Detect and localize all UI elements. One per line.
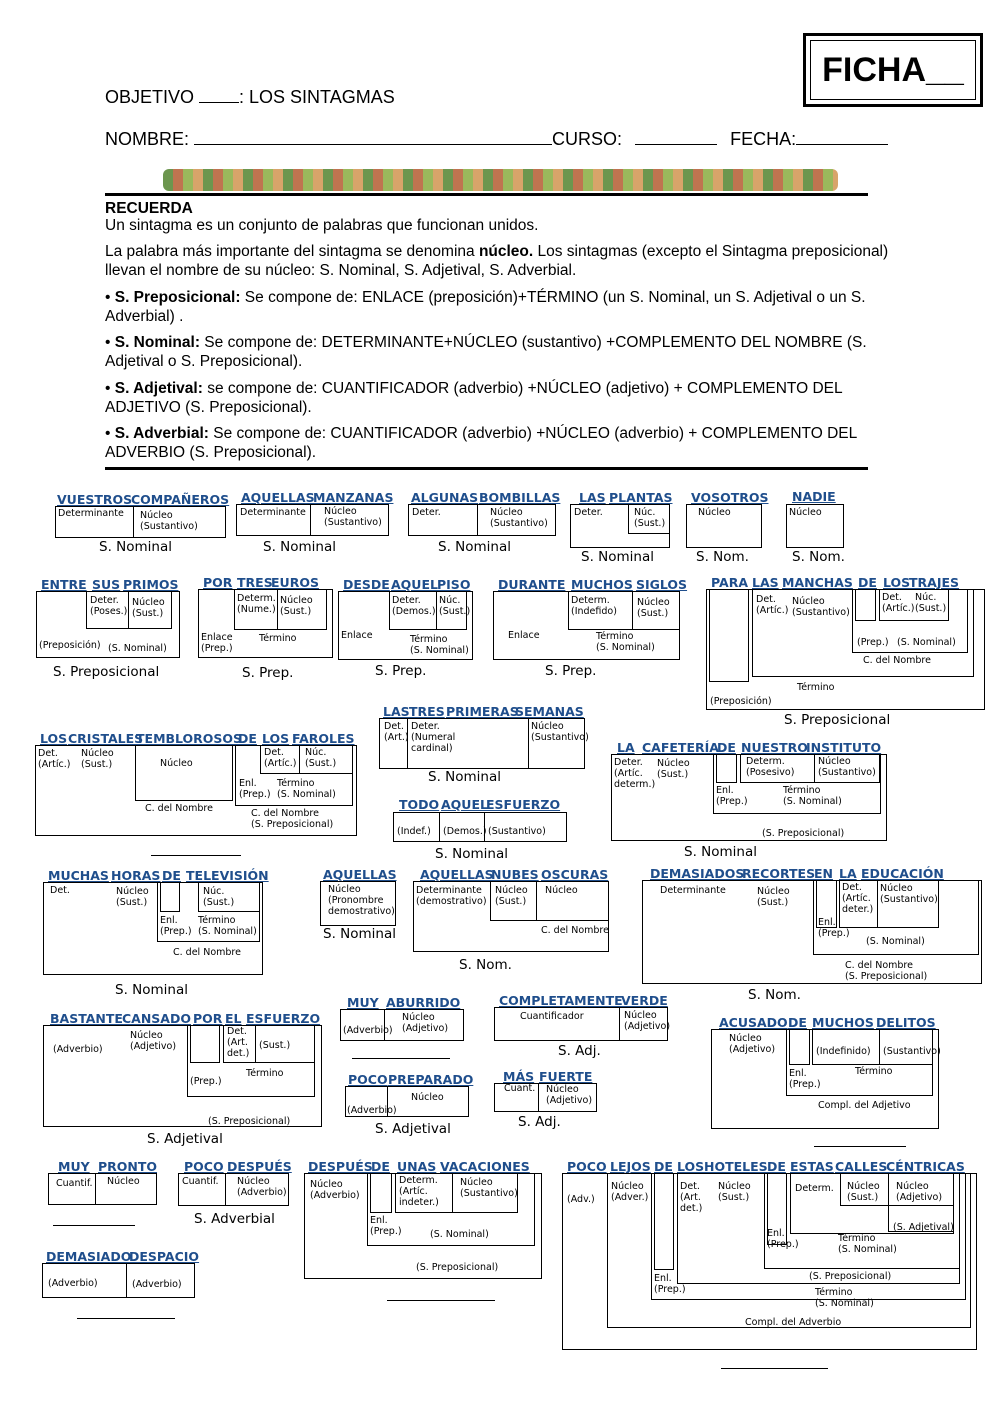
function-label: Enlace (Prep.) (201, 632, 233, 654)
function-label: Enl. (Prep.) (160, 915, 192, 937)
phrase-type-label: S. Nominal (435, 846, 508, 862)
objetivo-suffix: : LOS SINTAGMAS (239, 87, 395, 107)
paragraph-segment: La palabra más importante del sintagma se denomina (105, 243, 479, 260)
function-label: Núcleo (Sustantivo) (140, 510, 198, 532)
function-label: Enl. (Prep.) (818, 917, 850, 939)
phrase-type-label: S. Prep. (545, 663, 597, 679)
analysis-box[interactable] (135, 745, 233, 801)
function-label: Enl. (Prep.) (370, 1215, 402, 1237)
analysis-box[interactable] (370, 1173, 392, 1213)
paragraph-segment: S. Nominal: (114, 334, 200, 351)
phrase-word: DESPUÉS (227, 1159, 292, 1174)
phrase-type-label: S. Adj. (518, 1114, 561, 1130)
function-label: Núcleo (Sustantivo) (460, 1177, 518, 1199)
phrase-word: TRAJES (909, 575, 960, 590)
function-label: Núcleo (Sust.) (495, 885, 528, 907)
phrase-word: AQUELLAS (420, 867, 494, 882)
function-label: Determinante (58, 508, 124, 519)
function-label: C. del Nombre (173, 947, 241, 958)
function-label: Determinante (demostrativo) (416, 885, 487, 907)
top-divider (105, 193, 868, 196)
function-label: Término (S. Nominal) (596, 631, 655, 653)
phrase-word: DE (162, 868, 181, 883)
function-label: Término (S. Nominal) (838, 1233, 897, 1255)
phrase-type-label: S. Nominal (581, 549, 654, 565)
paragraph-segment: S. Adverbial: (114, 425, 209, 442)
phrase-word: DE (371, 1159, 390, 1174)
nombre-field[interactable] (194, 128, 552, 145)
phrase-word: DE (654, 1159, 673, 1174)
answer-blank[interactable] (53, 1225, 135, 1226)
function-label: Núcleo (107, 1176, 140, 1187)
function-label: Cuantif. (56, 1178, 93, 1189)
phrase-type-label: S. Preposicional (784, 712, 891, 728)
phrase-word: DESPUÉS (308, 1159, 373, 1174)
function-label: (S. Nominal) (430, 1229, 489, 1240)
phrase-word: POR (203, 575, 233, 590)
function-label: Det. (50, 885, 70, 896)
function-label: Núcleo (Sust.) (847, 1181, 880, 1203)
function-label: C. del Nombre (S. Preposicional) (251, 808, 334, 830)
paragraph-segment: Se compone de: DETERMINANTE+NÚCLEO (sustantivo) +COMPLEMENTO DEL NOMBRE (S. Adjetival o S. Preposicional). (105, 334, 867, 370)
phrase-word: DESDE (343, 577, 390, 592)
function-label: Determ. (Nume.) (237, 593, 276, 615)
function-label: Núcleo (Sust.) (718, 1181, 751, 1203)
phrase-word: NADIE (792, 489, 836, 504)
function-label: Enl. (Prep.) (789, 1068, 821, 1090)
function-label: Núcleo (Adjetivo) (624, 1010, 671, 1032)
function-label: Determ. (Indefido) (571, 595, 617, 617)
function-label: Núcleo (Sustantivo) (818, 756, 876, 778)
phrase-word: ENTRE (41, 577, 87, 592)
phrase-word: LEJOS (610, 1159, 651, 1174)
phrase-word: LAS (579, 490, 606, 505)
phrase-word: INSTITUTO (806, 740, 882, 755)
nombre-label: NOMBRE: (105, 129, 190, 149)
phrase-type-label: S. Nom. (792, 549, 845, 565)
phrase-word: DESPACIO (129, 1249, 200, 1264)
phrase-type-label: S. Nom. (696, 549, 749, 565)
analysis-box[interactable] (160, 882, 180, 912)
function-label: (Adverbio) (343, 1025, 393, 1036)
function-label: Término (S. Nominal) (783, 785, 842, 807)
phrase-word: POR (193, 1011, 223, 1026)
phrase-word: CRISTALES (68, 731, 144, 746)
function-label: Núcleo (789, 507, 822, 518)
function-label: (Sustantivo) (883, 1046, 941, 1057)
function-label: Término (246, 1068, 284, 1079)
function-label: C. del Nombre (863, 655, 931, 666)
function-label: Det. (Art. det.) (227, 1026, 250, 1059)
phrase-word: POCO (348, 1072, 388, 1087)
phrase-word: TRES (409, 704, 445, 719)
function-label: Núcleo (Sust.) (81, 748, 114, 770)
phrase-word: MUY (347, 995, 379, 1010)
phrase-word: DE (767, 1159, 786, 1174)
phrase-word: TELEVISIÓN (186, 868, 269, 883)
phrase-word: BASTANTE (50, 1011, 123, 1026)
phrase-word: VACACIONES (440, 1159, 530, 1174)
function-label: (Adverbio) (48, 1278, 98, 1289)
phrase-word: POCO (184, 1159, 224, 1174)
phrase-word: DEMASIADOS (650, 866, 745, 881)
phrase-word: SUS (92, 577, 121, 592)
function-label: Cuantificador (520, 1011, 584, 1022)
phrase-word: AQUEL (391, 577, 438, 592)
function-label: Núcleo (Sust.) (657, 758, 690, 780)
phrase-word: POCO (567, 1159, 607, 1174)
phrase-word: NUESTRO (741, 740, 808, 755)
phrase-word: PRIMERAS (446, 704, 519, 719)
phrase-word: CAFETERÍA (642, 740, 719, 755)
function-label: Deter. (Demos.) (392, 595, 436, 617)
phrase-word: AQUEL (441, 797, 488, 812)
function-label: Determ. (795, 1183, 834, 1194)
analysis-box[interactable] (190, 1025, 220, 1063)
phrase-word: LA (839, 866, 857, 881)
objetivo-label: OBJETIVO (105, 87, 195, 107)
analysis-box[interactable] (855, 589, 876, 621)
curso-label: CURSO: (552, 129, 623, 149)
phrase-word: DE (717, 740, 736, 755)
phrase-type-label: S. Adjetival (375, 1121, 451, 1137)
phrase-word: TODO (399, 797, 440, 812)
function-label: Determ. (Posesivo) (746, 756, 795, 778)
recuerda-p2 (105, 242, 895, 280)
function-label: Núc. (Sust.) (634, 507, 666, 529)
function-label: (Adv.) (567, 1194, 595, 1205)
function-label: (S. Preposicional) (809, 1271, 892, 1282)
function-label: Término (S. Nominal) (277, 778, 336, 800)
recuerda-item-prep (105, 288, 895, 326)
function-label: Enl. (Prep.) (239, 778, 271, 800)
function-label: Núcleo (Sust.) (116, 886, 149, 908)
answer-blank[interactable] (387, 1300, 495, 1301)
function-label: Núcleo (Sust.) (280, 595, 313, 617)
recuerda-p1: Un sintagma es un conjunto de palabras que funcionan unidos. (105, 217, 539, 234)
phrase-type-label: S. Nominal (684, 844, 757, 860)
phrase-type-label: S. Nominal (323, 926, 396, 942)
paragraph-segment: • (105, 289, 115, 306)
function-label: (Adverbio) (132, 1279, 182, 1290)
function-label: Núcleo (698, 507, 731, 518)
function-label: Enl. (Prep.) (767, 1228, 799, 1250)
phrase-type-label: S. Nominal (428, 769, 501, 785)
phrase-type-label: S. Adj. (558, 1043, 601, 1059)
function-label: Det. (Art.) (384, 721, 409, 743)
phrase-word: LOS (883, 575, 911, 590)
phrase-word: MUY (58, 1159, 90, 1174)
function-label: Núcleo (160, 758, 193, 769)
phrase-word: ACUSADO (719, 1015, 788, 1030)
function-label: (Sust.) (259, 1040, 291, 1051)
function-label: Término (S. Nominal) (815, 1287, 874, 1309)
phrase-word: COMPAÑEROS (131, 492, 230, 507)
phrase-word: AQUELLAS (323, 867, 397, 882)
phrase-word: TRES (237, 575, 273, 590)
function-label: C. del Nombre (S. Preposicional) (845, 960, 928, 982)
function-label: Núcleo (Pronombre demostrativo) (328, 884, 395, 917)
phrase-word: LAS (383, 704, 410, 719)
paragraph-segment: Se compone de: ENLACE (preposición)+TÉRMINO (un S. Nominal, un S. Adjetival o un S. Adverbial) . (105, 289, 866, 325)
function-label: C. del Nombre (541, 925, 609, 936)
function-label: (S. Adjetival) (893, 1222, 954, 1233)
function-label: Núcleo (Adverbio) (237, 1176, 287, 1198)
phrase-word: MUCHOS (571, 577, 633, 592)
paragraph-segment: núcleo. (478, 243, 534, 260)
function-label: (S. Nominal) (108, 643, 167, 654)
phrase-word: AQUELLAS (241, 490, 315, 505)
phrase-word: EDUCACIÓN (861, 866, 944, 881)
function-label: Núcleo (Adverbio) (310, 1179, 360, 1201)
function-label: Determ. (Artíc. indeter.) (399, 1175, 439, 1208)
phrase-word: ESFUERZO (486, 797, 561, 812)
function-label: Deter. (Numeral cardinal) (411, 721, 456, 754)
function-label: Núcleo (Sustantivo) (324, 506, 382, 528)
phrase-type-label: S. Preposicional (53, 664, 160, 680)
phrase-word: ESFUERZO (246, 1011, 321, 1026)
phrase-word: DE (788, 1015, 807, 1030)
recuerda-title: RECUERDA (105, 200, 193, 217)
phrase-word: VOSOTROS (691, 490, 769, 505)
function-label: Núcleo (Sust.) (637, 597, 670, 619)
function-label: Núcleo (Sustantivo) (880, 883, 938, 905)
phrase-type-label: S. Adjetival (147, 1131, 223, 1147)
function-label: Núcleo (Adver.) (611, 1181, 649, 1203)
function-label: Término (259, 633, 297, 644)
function-label: Compl. del Adverbio (745, 1317, 842, 1328)
function-label: Det. (Artíc.) (882, 592, 915, 614)
phrase-word: VERDE (621, 993, 668, 1008)
phrase-type-label: S. Nominal (263, 539, 336, 555)
function-label: Núcleo (411, 1092, 444, 1103)
phrase-word: HORAS (111, 868, 161, 883)
phrase-word: LOS (262, 731, 290, 746)
phrase-word: DELITOS (876, 1015, 936, 1030)
objetivo-blank[interactable] (199, 86, 239, 103)
phrase-type-label: S. Prep. (242, 665, 294, 681)
function-label: Núcleo (Adjetivo) (546, 1084, 593, 1106)
phrase-word: FUERTE (539, 1069, 593, 1084)
phrase-word: CALLES (835, 1159, 888, 1174)
function-label: (Adverbio) (53, 1044, 103, 1055)
phrase-word: LA (617, 740, 635, 755)
function-label: Término (S. Nominal) (410, 634, 469, 656)
answer-blank[interactable] (77, 1318, 175, 1319)
function-label: (Prep.) (857, 637, 889, 648)
phrase-word: VUESTROS (57, 492, 133, 507)
analysis-box[interactable] (654, 1173, 674, 1270)
student-info-line (105, 128, 888, 150)
function-label: Det. (Art. det.) (680, 1181, 703, 1214)
bottom-divider (105, 467, 868, 470)
function-label: Cuant. (504, 1083, 536, 1094)
function-label: Enlace (341, 630, 373, 641)
paragraph-segment: Se compone de: CUANTIFICADOR (adverbio) +NÚCLEO (adverbio) + COMPLEMENTO DEL ADVERBIO (S. Preposicional). (105, 425, 857, 461)
phrase-word: DEMASIADO (46, 1249, 132, 1264)
phrase-word: HOTELES (704, 1159, 768, 1174)
answer-blank[interactable] (721, 1368, 828, 1369)
phrase-word: PREPARADO (388, 1072, 474, 1087)
function-label: Núcleo (Adjetivo) (729, 1033, 776, 1055)
phrase-word: SEMANAS (515, 704, 584, 719)
paragraph-segment: se compone de: CUANTIFICADOR (adverbio) +NÚCLEO (adjetivo) + COMPLEMENTO DEL ADJETIVO (S. Preposicional). (105, 380, 843, 416)
phrase-word: PRONTO (98, 1159, 158, 1174)
phrase-word: CANSADO (122, 1011, 191, 1026)
phrase-word: PISO (437, 577, 471, 592)
phrase-word: PLANTAS (609, 490, 673, 505)
paragraph-segment: • (105, 334, 115, 351)
paragraph-segment: S. Adjetival: (114, 380, 203, 397)
phrase-type-label: S. Adverbial (194, 1211, 275, 1227)
phrase-word: LOS (677, 1159, 705, 1174)
function-label: (Adverbio) (347, 1105, 397, 1116)
function-label: Núc. (Sust.) (203, 886, 235, 908)
phrase-word: PARA (711, 575, 748, 590)
phrase-word: EL (225, 1011, 242, 1026)
ficha-title: FICHA__ (810, 40, 976, 100)
paragraph-segment: S. Preposicional: (114, 289, 241, 306)
function-label: Det. (Artíc.) (38, 748, 71, 770)
phrase-word: EN (814, 866, 834, 881)
answer-blank[interactable] (814, 1146, 906, 1147)
function-label: (S. Nominal) (897, 637, 956, 648)
function-label: Núc. (Sust.) (439, 595, 471, 617)
function-label: Término (797, 682, 835, 693)
function-label: Enl. (Prep.) (716, 785, 748, 807)
function-label: (Prep.) (190, 1076, 222, 1087)
function-label: Núcleo (Sust.) (132, 597, 165, 619)
function-label: Núcleo (Adjetivo) (130, 1030, 177, 1052)
function-label: Deter. (574, 507, 603, 518)
function-label: Det. (Artíc.) (264, 747, 297, 769)
analysis-box[interactable] (709, 589, 749, 682)
ficha-box (803, 33, 983, 107)
phrase-word: MANCHAS (782, 575, 853, 590)
phrase-word: ABURRIDO (386, 995, 461, 1010)
analysis-box[interactable] (716, 754, 737, 783)
function-label: Cuantif. (182, 1176, 219, 1187)
answer-blank[interactable] (352, 1058, 450, 1059)
phrase-word: FAROLES (292, 731, 355, 746)
phrase-word: EUROS (271, 575, 319, 590)
curso-field[interactable] (635, 128, 717, 145)
phrase-type-label: S. Nominal (99, 539, 172, 555)
phrase-word: ALGUNAS (411, 490, 479, 505)
function-label: Término (S. Nominal) (198, 915, 257, 937)
phrase-word: LAS (752, 575, 779, 590)
function-label: (Indefinido) (816, 1046, 871, 1057)
phrase-word: COMPLETAMENTE (499, 993, 623, 1008)
paragraph-segment: Los sintagmas (excepto el Sintagma preposicional) llevan el nombre de su núcleo: S. Nominal, S. Adjetival, S. Adverbial. (105, 243, 889, 279)
phrase-type-label: S. Prep. (375, 663, 427, 679)
function-label: (Preposición) (39, 640, 101, 651)
recuerda-item-nominal (105, 333, 895, 371)
function-label: C. del Nombre (145, 803, 213, 814)
function-label: Deter. (Poses.) (90, 595, 128, 617)
function-label: Núcleo (Adjetivo) (896, 1181, 943, 1203)
function-label: (Demos.) (443, 826, 487, 837)
function-label: Enl. (Prep.) (654, 1273, 686, 1295)
phrase-type-label: S. Nom. (748, 987, 801, 1003)
function-label: (S. Preposicional) (762, 828, 845, 839)
phrase-word: MUCHOS (812, 1015, 874, 1030)
function-label: Deter. (Artíc. determ.) (614, 757, 656, 790)
phrase-word: SIGLOS (636, 577, 688, 592)
function-label: Núc. (Sust.) (305, 747, 337, 769)
decorative-leaf-border (163, 169, 838, 191)
recuerda-item-adjetival (105, 379, 895, 417)
phrase-word: RECORTES (742, 866, 816, 881)
function-label: Det. (Artíc. deter.) (842, 882, 874, 915)
phrase-word: MUCHAS (48, 868, 109, 883)
function-label: Núcleo (545, 885, 578, 896)
function-label: Determinante (240, 507, 306, 518)
phrase-word: CÉNTRICAS (886, 1159, 965, 1174)
function-label: (S. Preposicional) (416, 1262, 499, 1273)
function-label: Núc. (Sust.) (915, 592, 947, 614)
analysis-box[interactable] (789, 1029, 810, 1065)
phrase-type-label: S. Nominal (115, 982, 188, 998)
function-label: Determinante (660, 885, 726, 896)
function-label: Núcleo (Sust.) (757, 886, 790, 908)
phrase-word: PRIMOS (123, 577, 179, 592)
function-label: (Indef.) (397, 826, 431, 837)
phrase-word: MÁS (503, 1069, 535, 1084)
fecha-field[interactable] (796, 128, 888, 145)
function-label: (Preposición) (710, 696, 772, 707)
phrase-word: UNAS (397, 1159, 437, 1174)
phrase-word: DE (858, 575, 877, 590)
function-label: Det. (Artíc.) (756, 594, 789, 616)
function-label: Compl. del Adjetivo (818, 1100, 911, 1111)
phrase-word: MANZANAS (313, 490, 394, 505)
function-label: Término (855, 1066, 893, 1077)
paragraph-segment: • (105, 380, 115, 397)
fecha-label: FECHA: (730, 129, 797, 149)
function-label: Núcleo (Adjetivo) (402, 1012, 449, 1034)
paragraph-segment: • (105, 425, 115, 442)
phrase-word: LOS (40, 731, 68, 746)
phrase-word: DE (238, 731, 257, 746)
phrase-word: BOMBILLAS (479, 490, 561, 505)
function-label: Núcleo (Sustantivo) (531, 721, 589, 743)
function-label: Núcleo (Sustantivo) (490, 507, 548, 529)
function-label: Núcleo (Sustantivo) (792, 596, 850, 618)
phrase-type-label: S. Nominal (438, 539, 511, 555)
objetivo-line (105, 86, 395, 108)
function-label: Enlace (508, 630, 540, 641)
answer-blank[interactable] (151, 855, 241, 856)
phrase-word: OSCURAS (541, 867, 609, 882)
function-label: (S. Preposicional) (208, 1116, 291, 1127)
phrase-type-label: S. Nom. (459, 957, 512, 973)
function-label: (Sustantivo) (488, 826, 546, 837)
phrase-word: ESTAS (790, 1159, 834, 1174)
phrase-word: DURANTE (498, 577, 566, 592)
function-label: Deter. (412, 507, 441, 518)
phrase-word: NUBES (491, 867, 539, 882)
function-label: (S. Nominal) (866, 936, 925, 947)
phrase-word: TEMBLOROSOS (136, 731, 243, 746)
recuerda-item-adverbial (105, 424, 895, 462)
